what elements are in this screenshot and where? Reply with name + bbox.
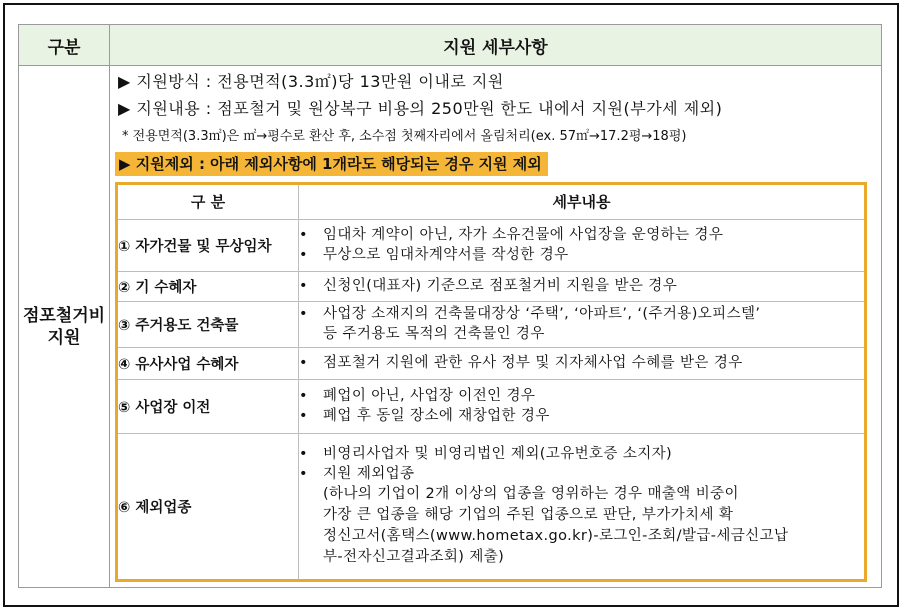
bullet-item: 폐업 후 동일 장소에 재창업한 경우	[323, 408, 550, 424]
table-row	[118, 347, 864, 379]
support-content: ▶ 지원내용 : 점포철거 및 원상복구 비용의 250만원 한도 내에서 지원(부가세 제외)	[118, 99, 723, 118]
row-details: • 점포철거 지원에 관한 유사 정부 및 지자체사업 수혜를 받은 경우	[299, 347, 865, 379]
details-cell	[110, 66, 882, 588]
row-category: ① 자가건물 및 무상임차	[118, 219, 299, 271]
row-category: ④ 유사사업 수혜자	[118, 347, 299, 379]
paragraph-line: (하나의 기업이 2개 이상의 업종을 영위하는 경우 매출액 비중이	[323, 486, 739, 503]
bullet-item: 비영리사업자 및 비영리법인 제외(고유번호증 소지자)	[323, 446, 673, 463]
bullet-item: 폐업이 아닌, 사업장 이전인 경우	[323, 388, 536, 404]
row-category: ⑤ 사업장 이전	[118, 379, 299, 433]
paragraph-line: 가장 큰 업종을 해당 기업의 주된 업종으로 판단, 부가가치세 확	[323, 507, 734, 524]
row-category: ② 기 수혜자	[118, 271, 299, 301]
inner-header-details: 세부내용	[299, 185, 865, 219]
row-details: • 사업장 소재지의 건축물대장상 ‘주택’, ‘아파트’, ‘(주거용)오피스텔’ 등 주거용도 목적의 건축물인 경우	[299, 301, 865, 347]
inner-header-category: 구 분	[118, 185, 299, 219]
support-table	[18, 24, 882, 588]
bullet-item: 무상으로 임대차계약서를 작성한 경우	[323, 247, 569, 263]
support-method: ▶ 지원방식 : 전용면적(3.3㎡)당 13만원 이내로 지원	[118, 72, 504, 91]
paragraph-line: 정신고서(홈택스(www.hometax.go.kr)-로그인-조회/발급-세금신고납	[323, 528, 789, 545]
table-row	[118, 219, 864, 271]
bullet-item: 지원 제외업종	[323, 466, 415, 483]
bullet-item: 점포철거 지원에 관한 유사 정부 및 지자체사업 수혜를 받은 경우	[323, 355, 743, 371]
exclusion-table	[118, 185, 864, 579]
row-category: ⑥ 제외업종	[118, 433, 299, 579]
table-row	[118, 301, 864, 347]
row-label	[19, 66, 110, 588]
row-details: • 폐업이 아닌, 사업장 이전인 경우 • 폐업 후 동일 장소에 재창업한 경우	[299, 379, 865, 433]
row-category: ③ 주거용도 건축물	[118, 301, 299, 347]
row-details: • 신청인(대표자) 기준으로 점포철거비 지원을 받은 경우	[299, 271, 865, 301]
area-note: * 전용면적(3.3㎡)은 ㎡→평수로 환산 후, 소수점 첫째자리에서 올림처리(ex. 57㎡→17.2평→18평)	[122, 129, 687, 144]
exclusion-title: ▶ 지원제외 : 아래 제외사항에 1개라도 해당되는 경우 지원 제외	[115, 152, 548, 176]
bullet-item: 사업장 소재지의 건축물대장상 ‘주택’, ‘아파트’, ‘(주거용)오피스텔’	[323, 305, 761, 322]
paragraph-line: 부-전자신고결과조회) 제출)	[323, 549, 505, 566]
header-details: 지원 세부사항	[110, 25, 882, 66]
table-row	[118, 271, 864, 301]
row-details: • 비영리사업자 및 비영리법인 제외(고유번호증 소지자) • 지원 제외업종 (하나의 기업이 2개 이상의 업종을 영위하는 경우 매출액 비중이 가장 큰 업종을 해당 기업의 주된 업종으로 판단, 부가가치세 확 정신고서(홈택스(www.hometax.go.kr)-로그인-조회/발급-세금신고납 부-전자신고결과조회) 제출)	[299, 433, 865, 579]
header-category: 구분	[19, 25, 110, 66]
table-row	[118, 433, 864, 579]
bullet-item: 신청인(대표자) 기준으로 점포철거비 지원을 받은 경우	[323, 278, 678, 294]
row-label-line: 점포철거비	[22, 305, 106, 326]
row-details: • 임대차 계약이 아닌, 자가 소유건물에 사업장을 운영하는 경우 • 무상으로 임대차계약서를 작성한 경우	[299, 219, 865, 271]
row-label-line: 지원	[47, 327, 81, 348]
bullet-continuation: 등 주거용도 목적의 건축물인 경우	[323, 325, 545, 342]
bullet-item: 임대차 계약이 아닌, 자가 소유건물에 사업장을 운영하는 경우	[323, 227, 724, 243]
exclusion-table-border	[115, 182, 867, 582]
table-row	[118, 379, 864, 433]
